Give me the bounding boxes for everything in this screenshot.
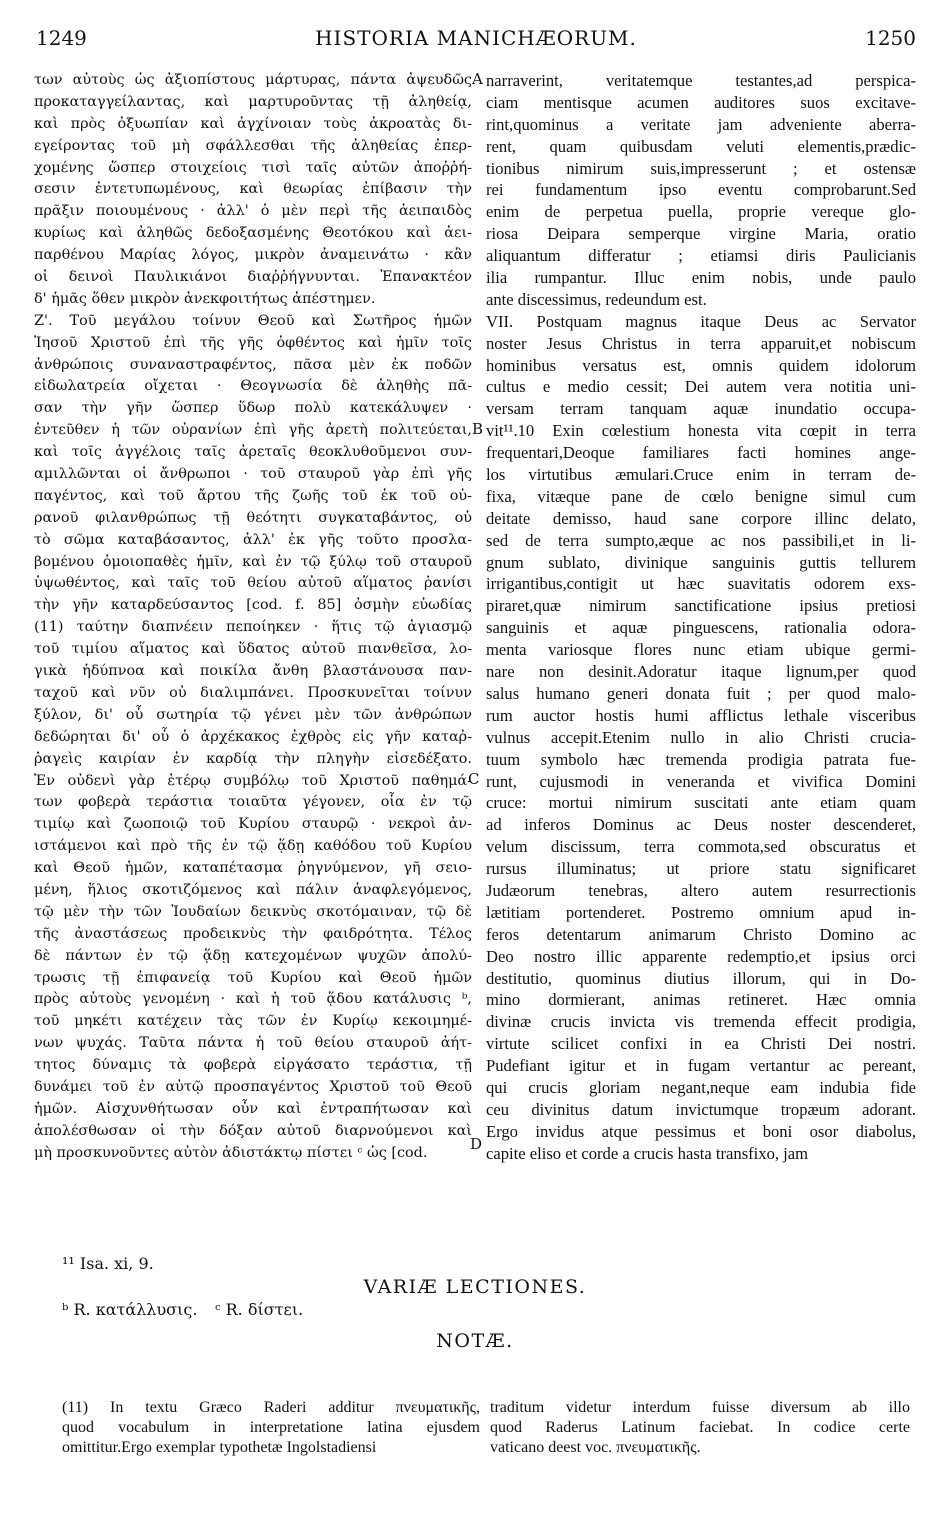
latin-text-line: VII. Postquam magnus itaque Deus ac Servator bbox=[486, 311, 916, 331]
latin-text-line: destitutio, quominus diutius illorum, qui in Do- bbox=[486, 968, 916, 988]
latin-text-line: rint,quominus a veritate jam adveniente aberra- bbox=[486, 114, 916, 134]
latin-text-line: Pudefiant igitur et in fugam vertantur ac pereant, bbox=[486, 1056, 916, 1076]
latin-text-line: runt, cujusmodi in veneranda et vivifica Domini bbox=[486, 771, 916, 791]
latin-text-line: riosa Deipara semperque virgine Maria, oratio bbox=[486, 224, 916, 244]
latin-text-line: ante discessimus, redeundum est. bbox=[486, 289, 707, 309]
latin-text-line: rum auctor hostis humi afflictus lethale visceribus bbox=[486, 705, 916, 725]
latin-text-line: piraret,quæ nimirum sanctificatione ipsius pretiosi bbox=[486, 596, 916, 616]
latin-text-line: irrigantibus,contigit ut hæc suavitatis odorem exs- bbox=[486, 574, 916, 594]
greek-text-line: ρανοῦ φιλανθρώπως τῇ θεότητι συγκαταβάντος, οὐ bbox=[34, 509, 472, 526]
greek-text-line: καὶ Θεοῦ ἡμῶν, καταπέτασμα ῥηγνύμενον, γῆ σειο- bbox=[34, 860, 472, 877]
latin-text-line: aliquantum differatur ; etiamsi diris Paulicianis bbox=[486, 246, 916, 266]
greek-text-line: τῷ μὲν τὴν τῶν Ἰουδαίων δεικνὺς σκοτόμαιναν, τῷ δὲ bbox=[34, 903, 472, 920]
notes-left-column bbox=[62, 1398, 480, 1458]
greek-text-line: χομένης ὥσπερ στοιχείοις τισὶ ταῖς αὐτῶν ἀποῤῥή- bbox=[34, 159, 472, 176]
latin-text-line: los virtutibus æmulari.Cruce enim in terram de- bbox=[486, 465, 916, 485]
greek-text-line: τιμίῳ καὶ ζωοποιῷ τοῦ Κυρίου σταυρῷ · νεκροὶ ἀν- bbox=[34, 816, 472, 833]
latin-text-line: rursus illuminatus; ut priore statu significaret bbox=[486, 859, 916, 879]
greek-text-line: δυνάμει τοῦ ἐν αὐτῷ προσπαγέντος Χριστοῦ τοῦ Θεοῦ bbox=[34, 1078, 472, 1095]
latin-text-line: ilia rumpantur. Illuc enim nobis, unde paulo bbox=[486, 268, 916, 288]
variant-c: ᶜ R. δίστει. bbox=[215, 1300, 304, 1319]
greek-text-line: μὴ προσκυνοῦντες αὐτὸν ἀδιστάκτῳ πίστει ᶜ ὡς [cod. bbox=[34, 1144, 428, 1161]
margin-letter-d: D bbox=[470, 1135, 483, 1153]
greek-text-line: των φοβερὰ τεράστια τοιαῦτα γέγονεν, οἷα ἐν τῷ bbox=[34, 794, 472, 811]
latin-text-line: sed de terra sumpto,æque ac nos passibili,et in li- bbox=[486, 530, 916, 550]
greek-text-line: Ζ'. Τοῦ μεγάλου τοίνυν Θεοῦ καὶ Σωτῆρος ἡμῶν bbox=[34, 312, 472, 329]
latin-text-line: lætitiam portenderet. Postremo omnium apud in- bbox=[486, 902, 916, 922]
greek-text-line: των αὐτοὺς ὡς ἀξιοπίστους μάρτυρας, πάντα ἀψευδῶς bbox=[34, 72, 472, 88]
greek-text-line: μένη, ἥλιος σκοτιζόμενος καὶ πάλιν ἀναφλεγόμενος, bbox=[34, 881, 472, 898]
notes-right-column bbox=[490, 1398, 910, 1458]
latin-text-column bbox=[486, 70, 916, 1165]
page-number-left: 1249 bbox=[36, 26, 87, 50]
greek-text-line: πρὸς αὐτοὺς γενομένη · καὶ ἡ τοῦ ᾅδου κατάλυσις ᵇ, bbox=[34, 991, 472, 1008]
latin-text-line: rei fundamentum ipso eventu comprobarunt.Sed bbox=[486, 180, 916, 200]
greek-text-line: τρωσις τῇ ἐπιφανείᾳ τοῦ Κυρίου καὶ Θεοῦ ἡμῶν bbox=[34, 969, 472, 986]
note-line: traditum videtur interdum fuisse diversum ab illo bbox=[490, 1399, 910, 1416]
greek-text-line: ξύλον, δι' οὗ σωτηρία τῷ γένει μὲν τῶν ἀνθρώπων bbox=[34, 706, 472, 723]
greek-text-line: προκαταγγείλαντας, καὶ μαρτυροῦντας τῇ ἀληθείᾳ, bbox=[34, 93, 472, 110]
latin-text-line: feros detentarum animarum Christo Domino ac bbox=[486, 924, 916, 944]
greek-text-line: εγείροντας τοῦ μὴ σφάλλεσθαι τῆς ἀληθείας ἐπερ- bbox=[34, 137, 472, 154]
greek-text-line: παρθένου Μαρίας λόγος, μικρὸν ἀναμεινάτω · κἂν bbox=[34, 247, 472, 264]
greek-text-line: τῆς ἀναστάσεως προδεικνὺς τὴν φαιδρότητα. Τέλος bbox=[34, 925, 472, 942]
note-line: vaticano deest voc. πνευματικῆς. bbox=[490, 1439, 701, 1456]
greek-text-line: εἰδωλατρεία οἴχεται · Θεογνωσία δὲ ἀληθὴς πᾶ- bbox=[34, 378, 472, 395]
greek-text-line: τητος δύναμις τὰ φοβερὰ εἰργάσατο τεράστια, τῇ bbox=[34, 1057, 472, 1074]
latin-text-line: Judæorum tenebras, altero autem resurrectionis bbox=[486, 880, 916, 900]
latin-text-line: velum discissum, terra commota,sed obscuratus et bbox=[486, 837, 916, 857]
greek-text-line: τοῦ μηκέτι κατέχειν τὰς τῶν ἐν Κυρίῳ κεκοιμημέ- bbox=[34, 1013, 472, 1030]
greek-text-line: ιστάμενοι καὶ πρὸ τῆς ἐν τῷ ᾅδῃ καθόδου τοῦ Κυρίου bbox=[34, 838, 472, 855]
greek-text-line: καὶ τοῖς ἀγγέλοις ταῖς ἀρεταῖς θεοκλυθοῦμενοι συν- bbox=[34, 444, 472, 461]
margin-letter-a: A bbox=[472, 70, 483, 88]
greek-text-line: νων ψυχάς. Ταῦτα πάντα ἡ τοῦ θείου σταυροῦ ἀήτ- bbox=[34, 1035, 472, 1052]
latin-text-line: narraverint, veritatemque testantes,ad perspica- bbox=[486, 71, 916, 90]
greek-text-line: τοῦ τιμίου αἵματος καὶ ὕδατος αὐτοῦ πιανθεῖσα, λο- bbox=[34, 641, 472, 658]
latin-text-line: gnum sublato, divinique sanguinis guttis tellurem bbox=[486, 552, 916, 572]
note-line: quod vocabulum in interpretatione latina ejusdem bbox=[62, 1419, 480, 1436]
latin-text-line: tuum symbolo hæc tremenda prodigia patrata fue- bbox=[486, 749, 916, 769]
scripture-footnote: ¹¹ Isa. xi, 9. bbox=[62, 1254, 154, 1273]
latin-text-line: vulnus accepit.Etenim nullo in alio Christi crucia- bbox=[486, 727, 916, 747]
latin-text-line: salus humano generi donata fuit ; per quod malo- bbox=[486, 683, 916, 703]
note-line: omittitur.Ergo exemplar typothetæ Ingolstadiensi bbox=[62, 1439, 377, 1456]
greek-text-line: ἀνθρώποις συναναστραφέντος, πᾶσα μὲν ἐκ ποδῶν bbox=[34, 356, 472, 373]
latin-text-line: capite eliso et corde a crucis hasta transfixo, jam bbox=[486, 1143, 809, 1163]
greek-text-line: ῥαγεὶς καιρίαν ἐν καρδίᾳ τὴν πληγὴν εἰσεδέξατο. bbox=[34, 750, 472, 767]
latin-text-line: ciam mentisque acumen auditores suos excitave- bbox=[486, 92, 916, 112]
greek-text-line: δεδώρηται δι' οὗ ὁ ἀρχέκακος ἐχθρὸς εἰς γῆν καταῤ- bbox=[34, 728, 472, 745]
latin-text-line: cultus e medio cessit; Dei autem vera notitia uni- bbox=[486, 377, 916, 397]
greek-text-line: δ' ἡμᾶς ὅθεν μικρὸν ἀνεκφοιτήτως ἀπέστημεν. bbox=[34, 290, 376, 307]
greek-text-line: πρᾶξιν ποιουμένους · ἀλλ' ὁ μὲν περὶ τῆς ἀειπαιδὸς bbox=[34, 203, 472, 220]
greek-text-line: παγέντος, καὶ τοῦ ἄρτου τῆς ζωῆς τοῦ ἐκ τοῦ οὐ- bbox=[34, 487, 472, 504]
margin-letter-b: B bbox=[472, 420, 484, 438]
page-number-right: 1250 bbox=[865, 26, 916, 50]
latin-text-line: mino dormierant, animas retineret. Hæc omnia bbox=[486, 990, 916, 1010]
greek-text-line: σεσιν ἐντετυπωμένους, καὶ θεωρίας ἐπίβασιν τὴν bbox=[34, 181, 472, 198]
greek-text-line: ἐντεῦθεν ἡ τῶν οὐρανίων ἐπὶ γῆς ἀρετὴ πολιτεύεται, bbox=[34, 422, 472, 439]
greek-text-line: Ἐν οὐδενὶ γὰρ ἑτέρῳ συμβόλῳ τοῦ Χριστοῦ παθημά- bbox=[34, 772, 472, 789]
latin-text-line: deitate demisso, haud sane corpore illinc delato, bbox=[486, 508, 916, 528]
latin-text-line: frequentari,Deoque familiares facti homines ange- bbox=[486, 443, 916, 463]
greek-text-column bbox=[34, 70, 472, 1165]
greek-text-line: τὸ σῶμα καταβάσαντος, ἀλλ' ἐκ γῆς τοῦτο προσλα- bbox=[34, 531, 472, 548]
latin-text-line: Ergo invidus atque pessimus et boni osor diabolus, bbox=[486, 1121, 916, 1141]
latin-text-line: tionibus nimirum suis,impresserunt ; et ostensæ bbox=[486, 158, 916, 178]
greek-text-line: ἀπολέσθωσαν οἱ τὴν δόξαν αὐτοῦ διαρνούμενοι καὶ bbox=[34, 1122, 472, 1139]
note-line: quod Raderus Latinum faciebat. In codice certe bbox=[490, 1419, 910, 1436]
greek-text-line: οἱ δεινοὶ Παυλικιάνοι διαῤῥήγνυνται. Ἐπανακτέον bbox=[34, 269, 472, 286]
latin-text-line: nare non desinit.Adoratur itaque lignum,per quod bbox=[486, 662, 916, 682]
latin-text-line: enim de perpetua puella, proprie vereque glo- bbox=[486, 202, 916, 222]
greek-text-line: κυρίως καὶ ἀληθῶς δεδοξασμένης Θεοτόκου καὶ ἀει- bbox=[34, 225, 472, 242]
latin-text-line: divinæ crucis invicta vis tremenda effecit prodigia, bbox=[486, 1012, 916, 1032]
latin-text-line: rent, quam quibusdam veluti elementis,prædic- bbox=[486, 136, 916, 156]
note-line: (11) In textu Græco Raderi additur πνευματικῆς, bbox=[62, 1399, 480, 1416]
greek-text-line: γικὰ ἡδύπνοα καὶ ποικίλα ἄνθη βλαστάνουσα παν- bbox=[34, 663, 472, 680]
latin-text-line: cruce: mortui nimirum suscitati ante etiam quam bbox=[486, 793, 916, 813]
running-title: HISTORIA MANICHÆORUM. bbox=[315, 26, 637, 50]
latin-text-line: ad inferos Dominus ac Deus noster descenderet, bbox=[486, 815, 916, 835]
latin-text-line: vit¹¹.10 Exin cœlestium honesta vita cœpit in terra bbox=[486, 421, 916, 441]
greek-text-line: Ἰησοῦ Χριστοῦ ἐπὶ τῆς γῆς ὀφθέντος καὶ ἡμῖν τοῖς bbox=[34, 334, 472, 351]
greek-text-line: καὶ πρὸς ὀξυωπίαν καὶ ἀγχίνοιαν τοὺς ἀκροατὰς δι- bbox=[34, 115, 472, 132]
latin-text-line: ceu divinitus datum invictumque tropæum adorant. bbox=[486, 1099, 916, 1119]
latin-text-line: versam terram tanquam aquæ inundatio occupa- bbox=[486, 399, 916, 419]
running-header bbox=[36, 26, 916, 60]
latin-text-line: menta variosque flores nunc etiam ubique germi- bbox=[486, 640, 916, 660]
latin-text-line: virtute scilicet confixi in ea Christi Dei nostri. bbox=[486, 1034, 916, 1054]
latin-text-line: hominibus versatus est, omnis quidem idolorum bbox=[486, 355, 916, 375]
greek-text-line: σαν τὴν γῆν ὥσπερ ὕδωρ πολὺ κατεκάλυψεν · bbox=[34, 400, 472, 417]
latin-text-line: fixa, vitæque pane de cœlo benigne simul cum bbox=[486, 486, 916, 506]
variant-b: ᵇ R. κατάλλυσις. bbox=[62, 1300, 198, 1319]
latin-text-line: Deo nostro illic apparente redemptio,et ipsius orci bbox=[486, 946, 916, 966]
greek-text-line: τὴν γῆν καταρδεύσαντος [cod. f. 85] ὀσμὴν εὐωδίας bbox=[34, 597, 472, 614]
greek-text-line: ἡμῶν. Αἰσχυνθήτωσαν οὖν καὶ ἐντραπήτωσαν καὶ bbox=[34, 1100, 472, 1117]
latin-text-line: qui crucis gloriam negant,neque eam indubia fide bbox=[486, 1077, 916, 1097]
variae-lectiones-heading: VARIÆ LECTIONES. bbox=[363, 1276, 587, 1298]
greek-text-line: δὲ πάντων ἐν τῷ ᾅδῃ κατεχομένων ψυχῶν ἀπολύ- bbox=[34, 947, 472, 964]
latin-text-line: sanguinis et aquæ pinguescens, rationalia odora- bbox=[486, 618, 916, 638]
greek-text-line: αμιλλῶνται οἱ ἄνθρωποι · τοῦ σταυροῦ γὰρ ἐπὶ γῆς bbox=[34, 466, 472, 483]
greek-text-line: ταχοῦ καὶ νῦν οὐ διαλιμπάνει. Προσκυνεῖται τοίνυν bbox=[34, 684, 472, 701]
greek-text-line: (11) ταύτην διαπνέειν πεποίηκεν · ἥτις τῷ ἁγιασμῷ bbox=[34, 619, 472, 636]
notae-heading: NOTÆ. bbox=[436, 1330, 514, 1352]
greek-text-line: ὑψωθέντος, καὶ ταῖς τοῦ θείου αὐτοῦ αἵματος ῥανίσι bbox=[34, 575, 472, 592]
latin-text-line: noster Jesus Christus in terra apparuit,et nobiscum bbox=[486, 333, 916, 353]
margin-letter-c: C bbox=[468, 770, 480, 788]
greek-text-line: βομένου ὁμοιοπαθὲς ἡμῖν, καὶ ἐν τῷ ξύλῳ τοῦ σταυροῦ bbox=[34, 553, 472, 570]
